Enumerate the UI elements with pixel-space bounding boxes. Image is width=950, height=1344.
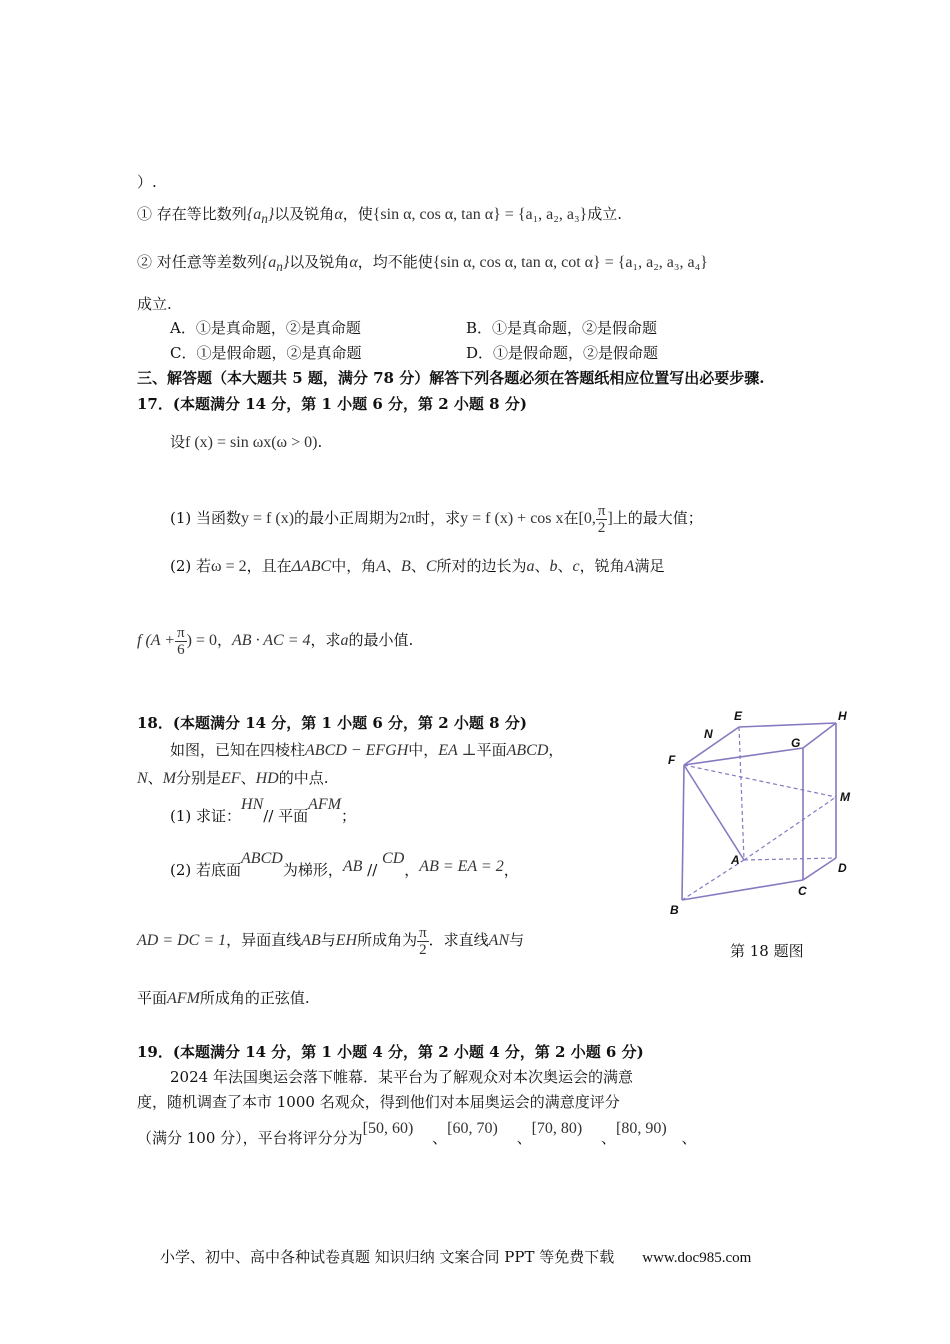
edge-F-G — [684, 748, 803, 765]
q18-part-1: (1) 求证：HN// 平面AFM； — [170, 796, 357, 825]
q17-part-1: (1) 当函数y = f (x)的最小正周期为2π时，求y = f (x) + cos x在[0, $\frac{\pi}{2}$ ]上的最大值； — [170, 502, 703, 536]
option-c[interactable]: C．①是假命题，②是真命题 — [170, 344, 362, 362]
label-N: N — [704, 727, 713, 741]
edge-E-H — [739, 723, 836, 727]
label-D: D — [838, 861, 847, 875]
label-A: A — [731, 853, 740, 867]
edge-A-D — [744, 858, 836, 860]
q17-part-2-cont: f (A + $\frac{\pi}{6}$ ) = 0，AB · AC = 4，求a的最小值. — [137, 624, 414, 658]
q18-line-2: N、M分别是EF、HD的中点. — [137, 769, 329, 787]
q19-line-3: （满分 100 分），平台将评分分为[50, 60) 、[60, 70) 、[70, 80) 、[80, 90) 、 — [137, 1120, 697, 1147]
q18-part-2-cont: AD = DC = 1，异面直线AB与EH所成角为 $\frac{\pi}{2}$ ．求直线AN与 — [137, 924, 525, 958]
q18-line-1: 如图，已知在四棱柱ABCD − EFGH中，EA ⊥平面ABCD， — [170, 741, 564, 759]
footer-text: 小学、初中、高中各种试卷真题 知识归纳 文案合同 PPT 等免费下载 — [160, 1248, 615, 1266]
footer-url[interactable]: www.doc985.com — [642, 1250, 752, 1266]
label-B: B — [670, 903, 679, 917]
q19-line-2: 度，随机调查了本市 1000 名观众，得到他们对本届奥运会的满意度评分 — [137, 1093, 620, 1111]
section-3-heading: 三、解答题（本大题共 5 题，满分 78 分）解答下列各题必须在答题纸相应位置写出必要步骤. — [137, 369, 765, 387]
label-C: C — [798, 884, 807, 898]
edge-C-D — [803, 858, 836, 880]
q16-statement-1: ① 存在等比数列$\{a_n\}$以及锐角α，使{sin α, cos α, tan α} = {a₁, a₂, a₃}成立. — [137, 205, 622, 227]
option-b[interactable]: B．①是真命题，②是假命题 — [466, 319, 658, 337]
q17-definition: 设f (x) = sin ωx(ω > 0). — [170, 433, 323, 451]
label-E: E — [734, 709, 743, 723]
q19-header: 19．(本题满分 14 分，第 1 小题 4 分，第 2 小题 4 分，第 2 小题 6 分) — [137, 1043, 644, 1061]
label-H: H — [838, 709, 847, 723]
segment-F-A — [684, 765, 744, 860]
q18-part-2: (2) 若底面ABCD为梯形，AB // CD，AB = EA = 2， — [170, 850, 519, 879]
segment-F-M — [684, 765, 836, 797]
edge-E-A — [739, 727, 744, 860]
q17-part-2: (2) 若ω = 2，且在ΔABC中，角A、B、C所对的边长为a、b、c，锐角A满足 — [170, 557, 665, 575]
edge-B-C — [682, 880, 803, 900]
figure-caption: 第 18 题图 — [730, 942, 804, 960]
q16-statement-2-end: 成立. — [137, 295, 172, 313]
prism-figure — [660, 700, 870, 930]
label-M: M — [840, 790, 850, 804]
segment-A-M — [744, 797, 836, 860]
q17-header: 17．(本题满分 14 分，第 1 小题 6 分，第 2 小题 8 分) — [137, 395, 527, 413]
option-a[interactable]: A．①是真命题，②是真命题 — [170, 319, 361, 337]
top-fragment: ）. — [137, 173, 157, 191]
label-F: F — [668, 753, 676, 767]
q16-statement-2: ② 对任意等差数列$\{a_n\}$以及锐角α，均不能使{sin α, cos α, tan α, cot α} = {a₁, a₂, a₃, a₄} — [137, 253, 708, 275]
edge-G-H — [803, 723, 836, 748]
q19-line-1: 2024 年法国奥运会落下帷幕．某平台为了解观众对本次奥运会的满意 — [170, 1068, 633, 1086]
edge-F-B — [682, 765, 684, 900]
page-footer — [160, 1246, 751, 1267]
option-d[interactable]: D．①是假命题，②是假命题 — [466, 344, 659, 362]
q18-part-2-end: 平面AFM所成角的正弦值. — [137, 989, 310, 1007]
q18-header: 18．(本题满分 14 分，第 1 小题 6 分，第 2 小题 8 分) — [137, 714, 527, 732]
label-G: G — [791, 736, 801, 750]
